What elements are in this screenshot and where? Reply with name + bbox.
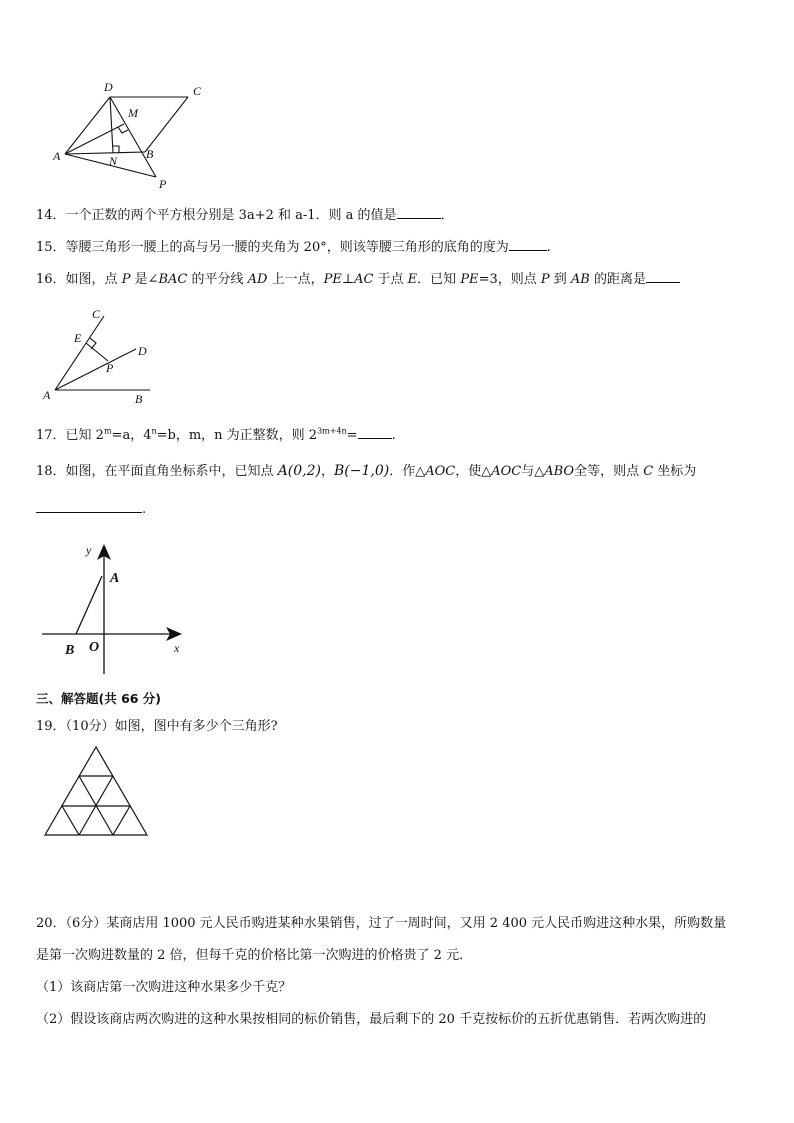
label-M: M (128, 106, 138, 120)
label-N: N (109, 154, 118, 168)
figure-angle-bisector (40, 303, 180, 413)
figure-parallelogram (48, 80, 248, 200)
question-20-sub-2: （2）假设该商店两次购进的这种水果按相同的标价销售，最后剩下的 20 千克按标价的五折优惠销售．若两次购进的 (36, 1012, 707, 1027)
question-text-line-1: （6分）某商店用 1000 元人民币购进某种水果销售，过了一周时间，又用 2 400 元人民币购进这种水果，所购数量 (65, 916, 727, 931)
question-number: 14． (36, 208, 66, 223)
question-15: 15．等腰三角形一腰上的高与另一腰的夹角为 20°，则该等腰三角形的底角的度为 . (36, 240, 551, 255)
figure-triangle-grid (40, 744, 160, 844)
question-18-answer-line: . (36, 500, 146, 519)
question-text: 等腰三角形一腰上的高与另一腰的夹角为 20°，则该等腰三角形的底角的度为 (65, 240, 509, 255)
label-x: x (174, 641, 180, 655)
answer-blank[interactable] (36, 500, 142, 513)
question-number: 17． (36, 428, 66, 443)
question-16: 16．如图，点 P 是∠BAC 的平分线 AD 上一点，PE⊥AC 于点 E．已知 PE=3，则点 P 到 AB 的距离是 (36, 270, 680, 289)
label-D: D (138, 344, 147, 358)
question-number: 20． (36, 916, 66, 931)
label-P: P (159, 177, 167, 191)
question-20-sub-1: （1）该商店第一次购进这种水果多少千克？ (36, 980, 292, 995)
label-E: E (74, 331, 82, 345)
question-number: 15． (36, 240, 66, 255)
question-17: 17．已知 $2^m=a$，$4^n=b$，m，n 为正整数，则 $2^{3m+4n}=$ . (36, 426, 396, 443)
label-y: y (86, 543, 92, 557)
question-number: 18． (36, 464, 66, 479)
label-B: B (146, 147, 154, 161)
answer-blank[interactable] (646, 270, 680, 283)
answer-blank[interactable] (509, 238, 547, 251)
answer-blank[interactable] (358, 426, 392, 439)
answer-blank[interactable] (397, 206, 441, 219)
question-number: 19． (36, 719, 66, 734)
label-A: A (53, 149, 61, 163)
question-19 (36, 718, 278, 736)
question-20-line-2: 是第一次购进数量的 2 倍，但每千克的价格比第一次购进的价格贵了 2 元． (36, 948, 473, 963)
label-B: B (65, 643, 75, 658)
question-18: 18．如图，在平面直角坐标系中，已知点 A(0,2)，B(−1,0)．作△AOC，使△AOC与△ABO全等，则点 C 坐标为 (36, 463, 697, 479)
label-P: P (106, 361, 114, 375)
label-A: A (110, 571, 120, 586)
question-text: 一个正数的两个平方根分别是 3a+2 和 a-1．则 a 的值是 (65, 208, 397, 223)
label-O: O (89, 640, 100, 655)
figure-coordinate-plane (36, 536, 206, 676)
label-C: C (193, 84, 202, 98)
label-C: C (92, 307, 101, 321)
question-20 (36, 915, 726, 933)
question-number: 16． (36, 272, 66, 287)
question-text: （10分）如图，图中有多少个三角形? (65, 719, 278, 734)
label-D: D (104, 80, 113, 94)
question-14: 14．一个正数的两个平方根分别是 3a+2 和 a-1．则 a 的值是 ． (36, 208, 454, 223)
label-B: B (135, 392, 143, 406)
section-title: 三、解答题(共 66 分) (36, 691, 162, 706)
label-A: A (43, 388, 51, 402)
